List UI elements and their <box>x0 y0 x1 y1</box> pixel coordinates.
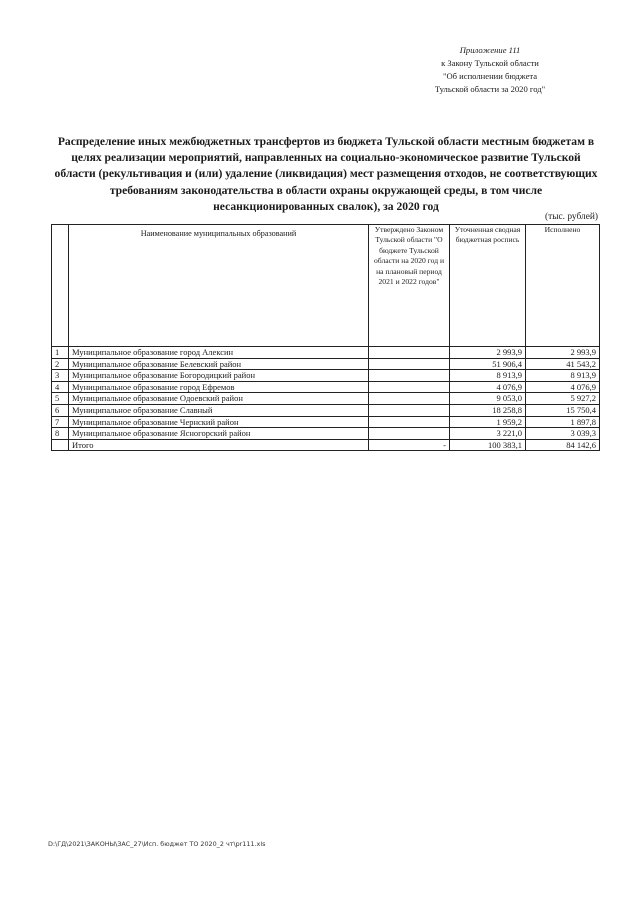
executed-amount: 1 897,8 <box>526 416 600 428</box>
revised-amount: 2 993,9 <box>450 347 526 359</box>
total-label: Итого <box>69 439 369 451</box>
executed-amount: 41 543,2 <box>526 358 600 370</box>
header-name: Наименование муниципальных образований <box>69 225 369 347</box>
row-number: 6 <box>52 404 69 416</box>
executed-amount: 3 039,3 <box>526 428 600 440</box>
header-executed: Исполнено <box>526 225 600 347</box>
total-approved: - <box>369 439 450 451</box>
table-row <box>52 393 600 405</box>
appendix-number: Приложение 111 <box>459 45 521 55</box>
approved-amount <box>369 358 450 370</box>
executed-amount: 15 750,4 <box>526 404 600 416</box>
approved-amount <box>369 404 450 416</box>
row-number: 7 <box>52 416 69 428</box>
total-row <box>52 439 600 451</box>
appendix-law: к Закону Тульской области <box>441 58 539 68</box>
appendix-block <box>396 44 584 96</box>
row-number: 5 <box>52 393 69 405</box>
appendix-law-year: Тульской области за 2020 год" <box>434 84 546 94</box>
municipality-name: Муниципальное образование Одоевский район <box>69 393 369 405</box>
total-revised: 100 383,1 <box>450 439 526 451</box>
municipality-name: Муниципальное образование Славный <box>69 404 369 416</box>
municipality-name: Муниципальное образование Белевский район <box>69 358 369 370</box>
approved-amount <box>369 393 450 405</box>
row-number: 8 <box>52 428 69 440</box>
table-row <box>52 370 600 382</box>
approved-amount <box>369 347 450 359</box>
revised-amount: 1 959,2 <box>450 416 526 428</box>
total-number <box>52 439 69 451</box>
executed-amount: 5 927,2 <box>526 393 600 405</box>
table-row <box>52 381 600 393</box>
revised-amount: 18 258,8 <box>450 404 526 416</box>
total-executed: 84 142,6 <box>526 439 600 451</box>
approved-amount <box>369 370 450 382</box>
file-path-footer: D:\ГД\2021\ЗАКОНЫ\ЗАС_27\Исп. бюджет ТО 2020_2 чт\pr111.xls <box>48 840 266 848</box>
executed-amount: 2 993,9 <box>526 347 600 359</box>
executed-amount: 4 076,9 <box>526 381 600 393</box>
municipality-name: Муниципальное образование Чернский район <box>69 416 369 428</box>
revised-amount: 9 053,0 <box>450 393 526 405</box>
table-header-row <box>52 225 600 347</box>
row-number: 1 <box>52 347 69 359</box>
table-row <box>52 416 600 428</box>
revised-amount: 4 076,9 <box>450 381 526 393</box>
header-revised: Уточненная сводная бюджетная роспись <box>450 225 526 347</box>
municipality-name: Муниципальное образование город Ефремов <box>69 381 369 393</box>
units-label: (тыс. рублей) <box>544 212 598 222</box>
municipality-name: Муниципальное образование Ясногорский район <box>69 428 369 440</box>
approved-amount <box>369 416 450 428</box>
row-number: 2 <box>52 358 69 370</box>
appendix-law-title: "Об исполнении бюджета <box>442 71 538 81</box>
document-title: Распределение иных межбюджетных трансфертов из бюджета Тульской области местным бюджетам в целях реализации мероприятий, направленных на социально-экономическое развитие Тульской области (рекультивация и (или) удаление (ликвидация) мест размещения отходов, не соответствующих требованиям законодательства в области охраны окружающей среды, в том числе несанкционированных свалок), за 2020 год <box>54 135 598 213</box>
row-number: 4 <box>52 381 69 393</box>
executed-amount: 8 913,9 <box>526 370 600 382</box>
table-row <box>52 358 600 370</box>
header-number <box>52 225 69 347</box>
table-row <box>52 347 600 359</box>
approved-amount <box>369 381 450 393</box>
revised-amount: 51 906,4 <box>450 358 526 370</box>
revised-amount: 8 913,9 <box>450 370 526 382</box>
approved-amount <box>369 428 450 440</box>
table-row <box>52 404 600 416</box>
municipality-name: Муниципальное образование город Алексин <box>69 347 369 359</box>
transfers-table <box>51 224 600 451</box>
table-row <box>52 428 600 440</box>
row-number: 3 <box>52 370 69 382</box>
municipality-name: Муниципальное образование Богородицкий район <box>69 370 369 382</box>
revised-amount: 3 221,0 <box>450 428 526 440</box>
header-approved: Утверждено Законом Тульской области "О бюджете Тульской области на 2020 год и на плановый период 2021 и 2022 годов" <box>369 225 450 347</box>
